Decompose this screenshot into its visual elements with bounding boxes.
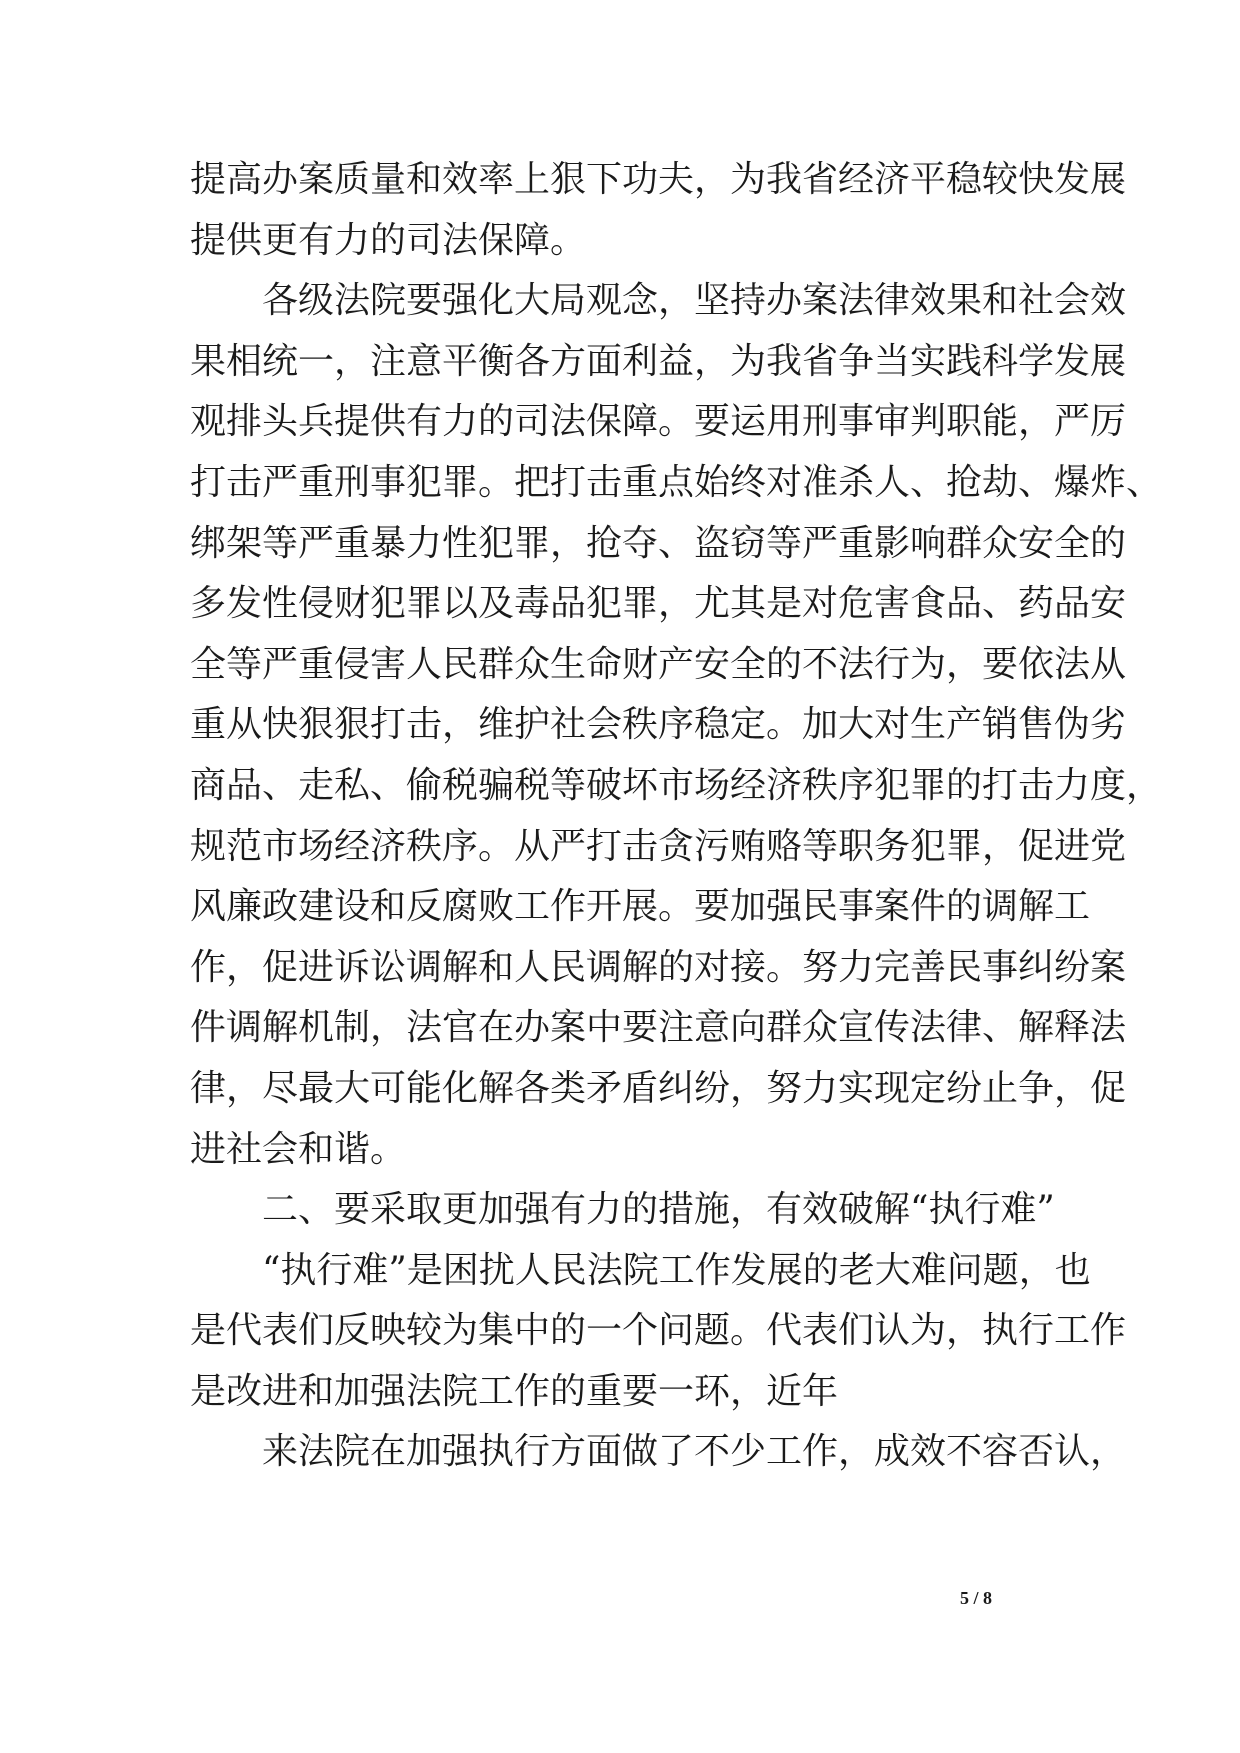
text-line: 全等严重侵害人民群众生命财产安全的不法行为，要依法从 xyxy=(190,643,1127,685)
text-line: 果相统一，注意平衡各方面利益，为我省争当实践科学发展 xyxy=(190,340,1127,382)
section-heading: 二、要采取更加强有力的措施，有效破解“执行难” xyxy=(262,1189,1055,1231)
text-line: 律，尽最大可能化解各类矛盾纠纷，努力实现定纷止争，促 xyxy=(190,1067,1127,1109)
text-line: 件调解机制，法官在办案中要注意向群众宣传法律、解释法 xyxy=(190,1007,1127,1049)
text-line: “执行难”是困扰人民法院工作发展的老大难问题，也 xyxy=(262,1249,1091,1291)
text-line: 提高办案质量和效率上狠下功夫，为我省经济平稳较快发展 xyxy=(190,159,1127,200)
text-line: 是代表们反映较为集中的一个问题。代表们认为，执行工作 xyxy=(190,1310,1127,1352)
text-line: 进社会和谐。 xyxy=(190,1128,407,1170)
body-text xyxy=(190,150,1163,1483)
text-line: 规范市场经济秩序。从严打击贪污贿赂等职务犯罪，促进党 xyxy=(190,825,1127,867)
text-line: 来法院在加强执行方面做了不少工作，成效不容否认， xyxy=(262,1431,1127,1473)
page-number: 5 / 8 xyxy=(960,1588,993,1608)
text-line: 各级法院要强化大局观念，坚持办案法律效果和社会效 xyxy=(262,280,1127,322)
text-line: 绑架等严重暴力性犯罪，抢夺、盗窃等严重影响群众安全的 xyxy=(190,522,1127,564)
text-line: 风廉政建设和反腐败工作开展。要加强民事案件的调解工 xyxy=(190,886,1091,928)
text-line: 作，促进诉讼调解和人民调解的对接。努力完善民事纠纷案 xyxy=(190,946,1127,988)
text-line: 商品、走私、偷税骗税等破坏市场经济秩序犯罪的打击力度， xyxy=(190,764,1163,806)
text-line: 重从快狠狠打击，维护社会秩序稳定。加大对生产销售伪劣 xyxy=(190,704,1127,746)
text-line: 多发性侵财犯罪以及毒品犯罪，尤其是对危害食品、药品安 xyxy=(190,583,1127,625)
text-line: 是改进和加强法院工作的重要一环，近年 xyxy=(190,1370,839,1412)
text-line: 打击严重刑事犯罪。把打击重点始终对准杀人、抢劫、爆炸、 xyxy=(190,461,1163,503)
text-line: 观排头兵提供有力的司法保障。要运用刑事审判职能，严厉 xyxy=(190,401,1127,443)
text-line: 提供更有力的司法保障。 xyxy=(190,219,587,261)
